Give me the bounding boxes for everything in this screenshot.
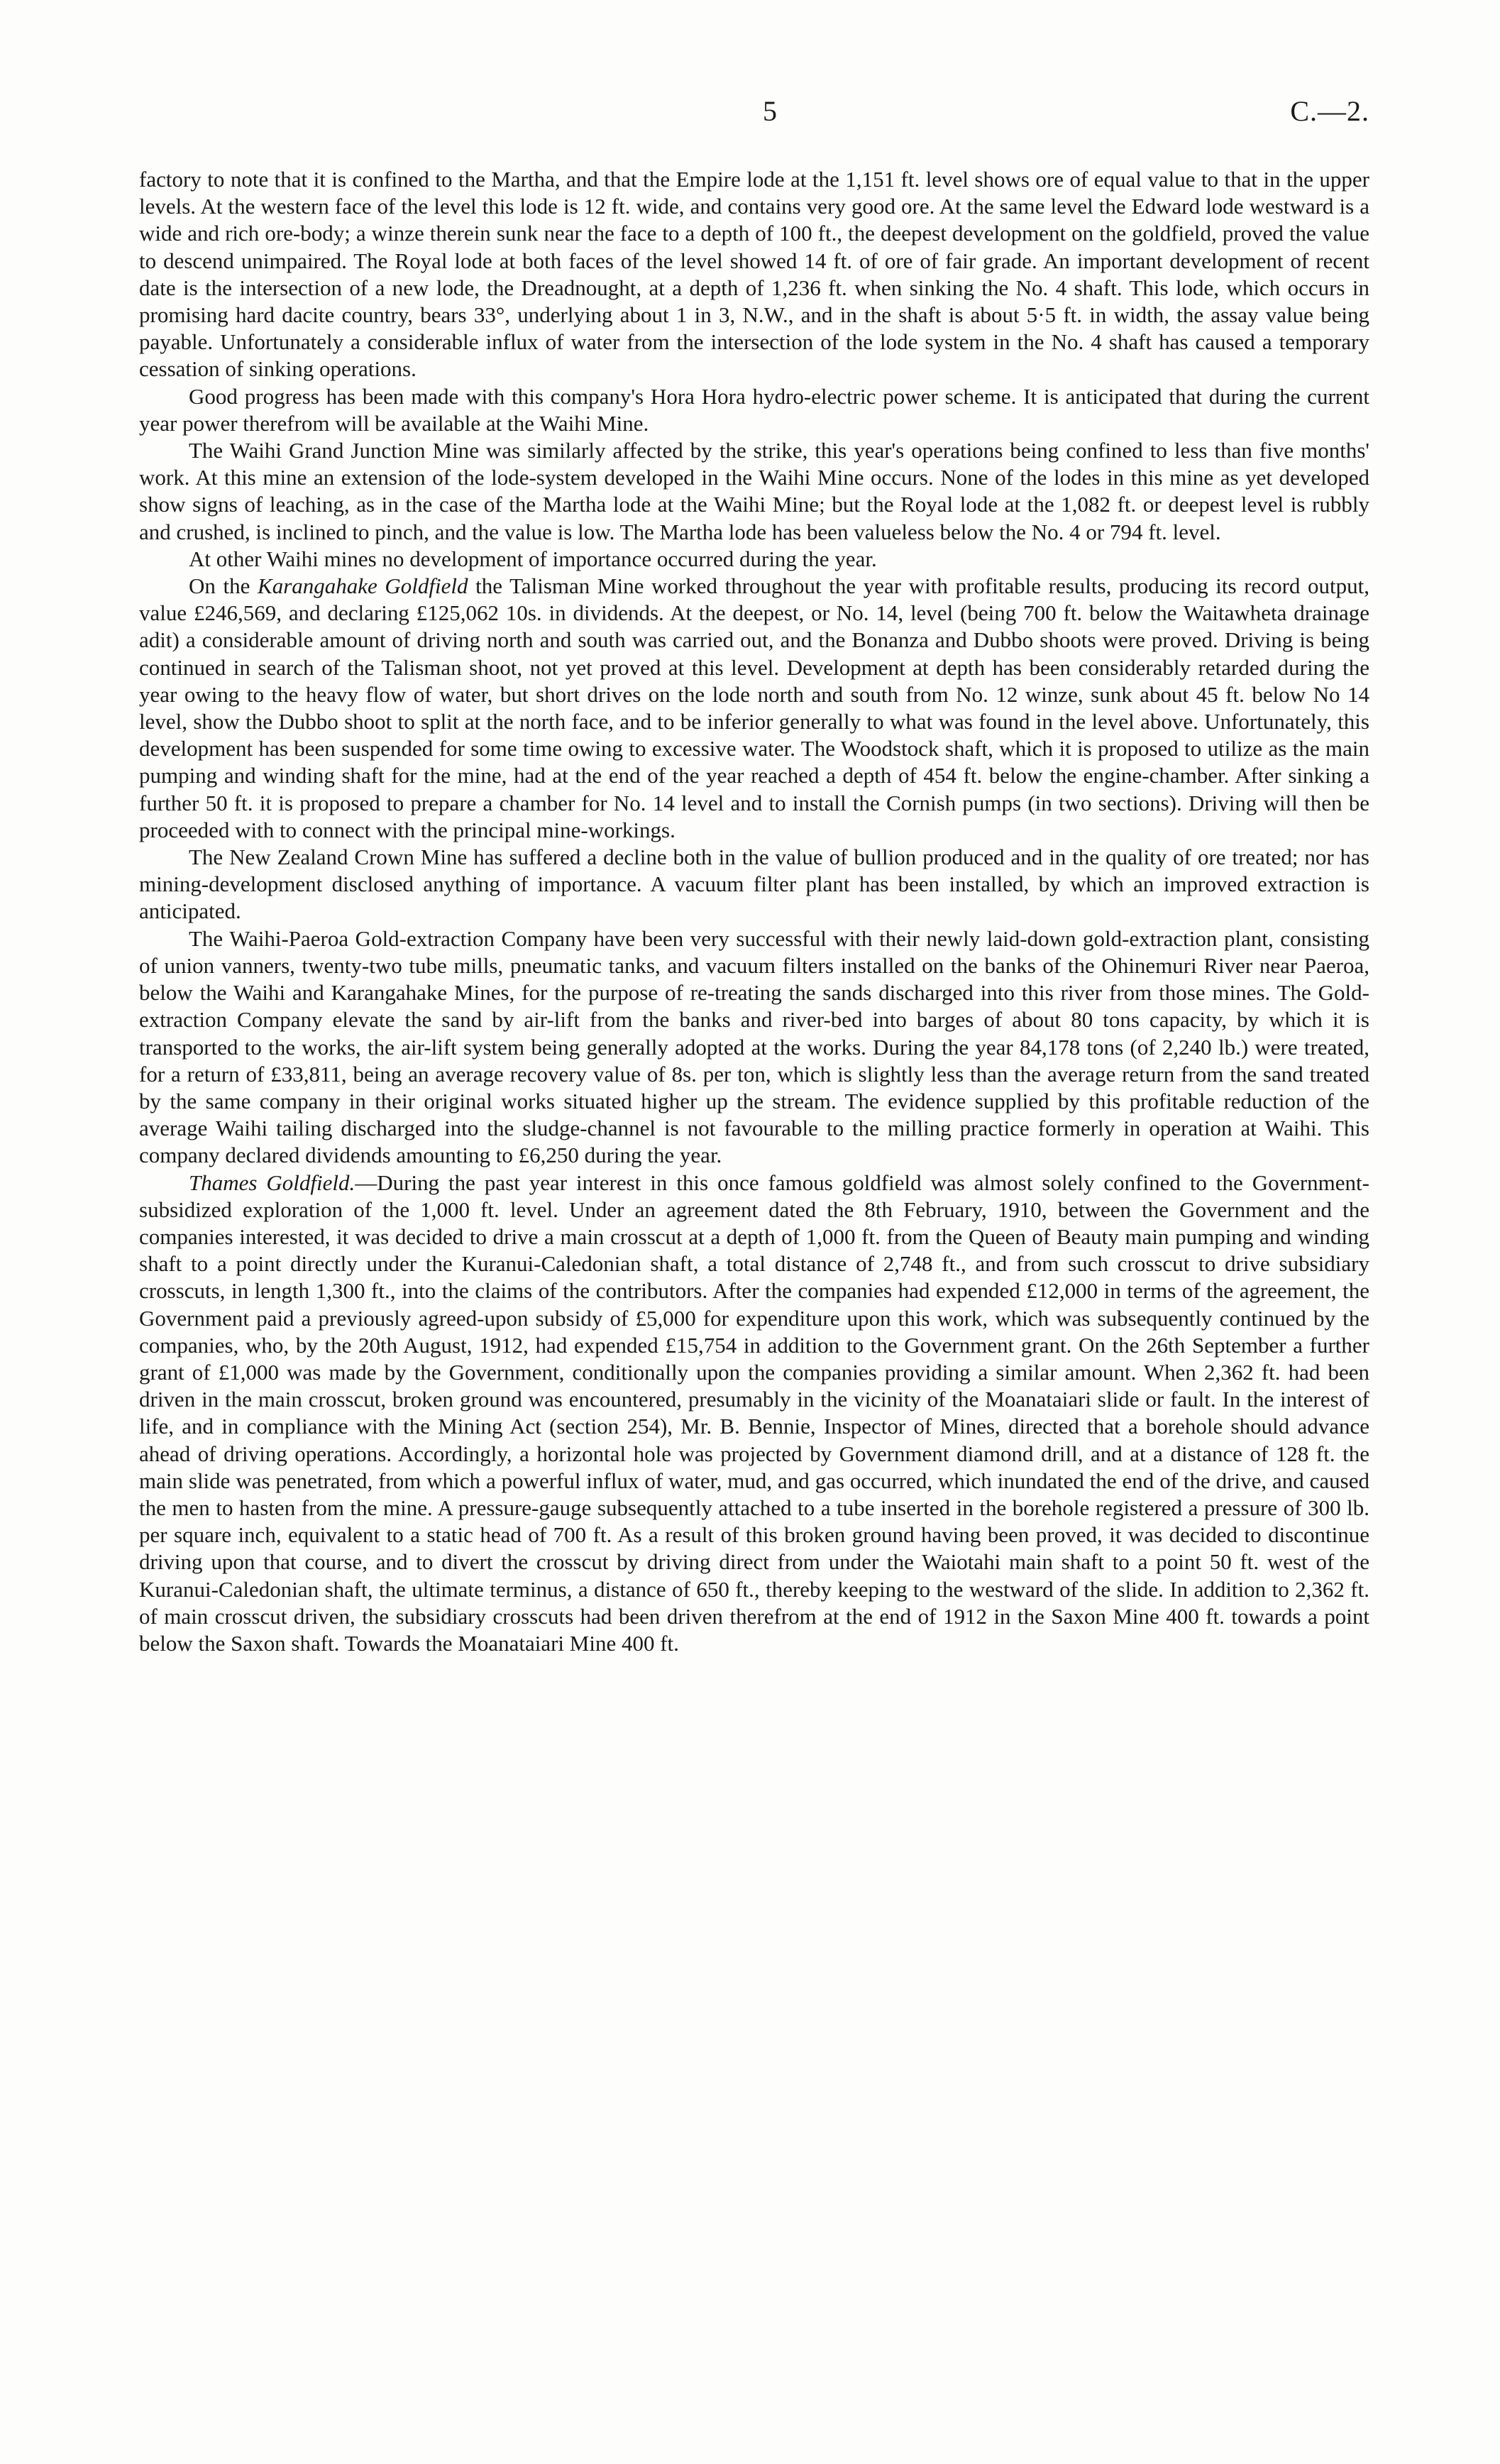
paragraph-other-waihi: At other Waihi mines no development of importance occurred during the year. <box>189 546 877 571</box>
paragraph-grand-junction: The Waihi Grand Junction Mine was similarly affected by the strike, this year's operations being confined to less than five months' work. At this mine an extension of the lode-system developed in the Waihi Mine occurs. None of the lodes in this mine as yet developed show signs of leaching, as in the case of the Martha lode at the Waihi Mine; but the Royal lode at the 1,082 ft. or deepest level is rubbly and crushed, is inclined to pinch, and the value is low. The Martha lode has been valueless below the No. 4 or 794 ft. level. <box>139 438 1369 544</box>
paragraph-lead: On the <box>189 573 258 599</box>
page-number: 5 <box>763 95 777 127</box>
paragraph-martha-continuation: factory to note that it is confined to the Martha, and that the Empire lode at the 1,151 ft. level shows ore of equal value to that in the upper levels. At the western face of the level this lode is 12 ft. wide, and contains very good ore. At the same level the Edward lode westward is a wide and rich ore-body; a winze therein sunk near the face to a depth of 100 ft., the deepest development on the goldfield, proved the value to descend unimpaired. The Royal lode at both faces of the level showed 14 ft. of ore of fair grade. An important development of recent date is the intersection of a new lode, the Dreadnought, at a depth of 1,236 ft. when sinking the No. 4 shaft. This lode, which occurs in promising hard dacite country, bears 33°, underlying about 1 in 3, N.W., and in the shaft is about 5·5 ft. in width, the assay value being payable. Unfortunately a considerable influx of water from the intersection of the lode system in the No. 4 shaft has caused a temporary cessation of sinking operations. <box>139 167 1369 382</box>
goldfield-name: Thames Goldfield. <box>189 1170 355 1195</box>
page-header <box>128 94 1369 136</box>
goldfield-name: Karangahake Goldfield <box>258 573 468 599</box>
paragraph-karangahake <box>139 573 1369 844</box>
document-reference: C.—2. <box>1290 95 1369 127</box>
paragraph-hora-hora: Good progress has been made with this company's Hora Hora hydro-electric power scheme. It is anticipated that during the current year power therefrom will be available at the Waihi Mine. <box>139 383 1369 436</box>
body-text <box>139 166 1369 1657</box>
paragraph-body: the Talisman Mine worked throughout the year with profitable results, producing its record output, value £246,569, and declaring £125,062 10s. in dividends. At the deepest, or No. 14, level (being 700 ft. below the Waitawheta drainage adit) a considerable amount of driving north and south was carried out, and the Bonanza and Dubbo shoots were proved. Driving is being continued in search of the Talisman shoot, not yet proved at this level. Development at depth has been considerably retarded during the year owing to the heavy flow of water, but short drives on the lode north and south from No. 12 winze, sunk about 45 ft. below No 14 level, show the Dubbo shoot to split at the north face, and to be inferior generally to what was found in the level above. Unfortunately, this development has been suspended for some time owing to excessive water. The Woodstock shaft, which it is proposed to utilize as the main pumping and winding shaft for the mine, had at the end of the year reached a depth of 454 ft. below the engine-chamber. After sinking a further 50 ft. it is proposed to prepare a chamber for No. 14 level and to install the Cornish pumps (in two sections). Driving will then be proceeded with to connect with the principal mine-workings. <box>139 573 1369 842</box>
paragraph-thames <box>139 1170 1369 1658</box>
paragraph-crown-mine: The New Zealand Crown Mine has suffered a decline both in the value of bullion produced and in the quality of ore treated; nor has mining-development disclosed anything of importance. A vacuum filter plant has been installed, by which an improved extraction is anticipated. <box>139 845 1369 924</box>
paragraph-body: —During the past year interest in this once famous goldfield was almost solely confined to the Government-subsidized exploration of the 1,000 ft. level. Under an agreement dated the 8th February, 1910, between the Government and the companies interested, it was decided to drive a main crosscut at a depth of 1,000 ft. from the Queen of Beauty main pumping and winding shaft to a point directly under the Kuranui-Caledonian shaft, a total distance of 2,748 ft., and from such crosscut to drive subsidiary crosscuts, in length 1,300 ft., into the claims of the contributors. After the companies had expended £12,000 in terms of the agreement, the Government paid a previously agreed-upon subsidy of £5,000 for expenditure upon this work, which was subsequently continued by the companies, who, by the 20th August, 1912, had expended £15,754 in addition to the Government grant. On the 26th September a further grant of £1,000 was made by the Government, conditionally upon the companies providing a similar amount. When 2,362 ft. had been driven in the main crosscut, broken ground was encountered, presumably in the vicinity of the Moanataiari slide or fault. In the interest of life, and in compliance with the Mining Act (section 254), Mr. B. Bennie, Inspector of Mines, directed that a borehole should advance ahead of driving operations. Accordingly, a horizontal hole was projected by Government diamond drill, and at a distance of 128 ft. the main slide was penetrated, from which a powerful influx of water, mud, and gas occurred, which inundated the end of the drive, and caused the men to hasten from the mine. A pressure-gauge subsequently attached to a tube inserted in the borehole registered a pressure of 300 lb. per square inch, equivalent to a static head of 700 ft. As a result of this broken ground having been proved, it was decided to discontinue driving upon that course, and to divert the crosscut by driving direct from under the Waiotahi main shaft to a point 50 ft. west of the Kuranui-Caledonian shaft, the ultimate terminus, a distance of 650 ft., thereby keeping to the westward of the slide. In addition to 2,362 ft. of main crosscut driven, the subsidiary crosscuts had been driven therefrom at the end of 1912 in the Saxon Mine 400 ft. towards a point below the Saxon shaft. Towards the Moanataiari Mine 400 ft. <box>139 1170 1369 1656</box>
paragraph-waihi-paeroa: The Waihi-Paeroa Gold-extraction Company have been very successful with their newly laid-down gold-extraction plant, consisting of union vanners, twenty-two tube mills, pneumatic tanks, and vacuum filters installed on the banks of the Ohinemuri River near Paeroa, below the Waihi and Karangahake Mines, for the purpose of re-treating the sands discharged into this river from those mines. The Gold-extraction Company elevate the sand by air-lift from the banks and river-bed into barges of about 80 tons capacity, by which it is transported to the works, the air-lift system being generally adopted at the works. During the year 84,178 tons (of 2,240 lb.) were treated, for a return of £33,811, being an average recovery value of 8s. per ton, which is slightly less than the average return from the sand treated by the same company in their original works situated higher up the stream. The evidence supplied by this profitable reduction of the average Waihi tailing discharged into the sludge-channel is not favourable to the milling practice formerly in operation at Waihi. This company declared dividends amounting to £6,250 during the year. <box>139 925 1369 1168</box>
